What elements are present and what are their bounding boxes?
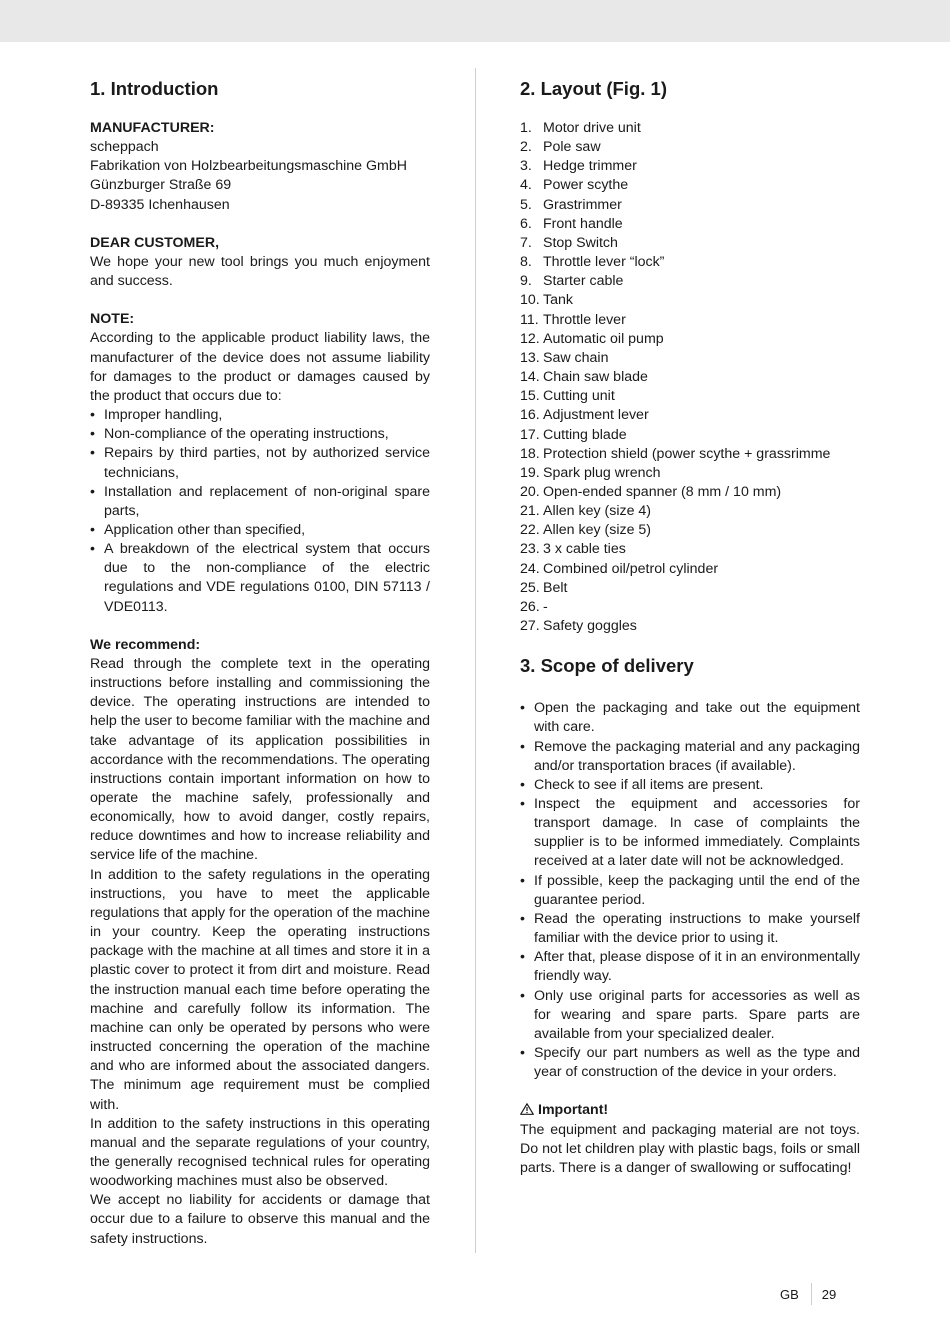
- list-item-number: 27.: [520, 618, 540, 635]
- parts-list: [520, 119, 860, 636]
- dear-customer-label: DEAR CUSTOMER,: [90, 234, 220, 251]
- recommend-paragraph: In addition to the safety regulations in the operating instructions, you have to meet the applicable regulations that apply for the operation of the machine in your country. Keep the operating instructions package with the machine at all times and store it in a plastic cover to protect it from dirt and moisture. Read the instruction manual each time before operating the machine and carefully follow its information. The machine can only be operated by persons who were instructed concerning the operation of the machine and who are informed about the associated dangers. The minimum age requirement must be complied with.: [90, 866, 430, 1113]
- manufacturer-line: Günzburger Straße 69: [90, 177, 232, 194]
- layout-heading: 2. Layout (Fig. 1): [520, 78, 667, 99]
- list-item-label: Saw chain: [543, 349, 609, 366]
- list-item-number: 22.: [520, 522, 540, 539]
- list-item-label: Automatic oil pump: [543, 330, 664, 347]
- list-item-label: Protection shield (power scythe + grassrimme: [543, 445, 831, 462]
- note-block: [90, 310, 430, 617]
- list-item-number: 11.: [520, 311, 539, 328]
- important-heading: [520, 1101, 860, 1120]
- list-item-label: Belt: [543, 579, 568, 596]
- list-item-label: -: [543, 598, 548, 615]
- list-item: • Application other than specified,: [90, 521, 430, 540]
- list-item-label: Cutting unit: [543, 388, 615, 405]
- recommend-paragraph: Read through the complete text in the operating instructions before installing and commissioning the device. The operating instructions are intended to help the user to become familiar with the machine and take advantage of its application possibilities in accordance with the recommendations. The operating instructions contain important information on how to operate the machine safely, professionally and economically, how to avoid danger, costly repairs, reduce downtimes and how to increase reliability and service life of the machine.: [90, 655, 430, 864]
- page-number: 29: [821, 1286, 837, 1302]
- list-item: [520, 253, 860, 272]
- list-item: [520, 502, 860, 521]
- list-item: • A breakdown of the electrical system that occurs due to the non-compliance of the electric regulations and VDE regulations 0100, DIN 57113 / VDE0113.: [90, 540, 430, 617]
- warning-triangle-icon: [520, 1103, 534, 1115]
- list-item-number: 15.: [520, 388, 540, 405]
- list-item: [520, 579, 860, 598]
- list-item: • Only use original parts for accessories as well as for wearing and spare parts. Spare parts are available from your specialized dealer.: [520, 987, 860, 1044]
- list-item: • Read the operating instructions to make yourself familiar with the device prior to using it.: [520, 910, 860, 948]
- right-column: [520, 76, 860, 1178]
- list-item-label: Power scythe: [543, 177, 629, 194]
- list-item-number: 9.: [520, 273, 532, 290]
- list-item-label: Cutting blade: [543, 426, 627, 443]
- recommend-block: [90, 636, 430, 1249]
- list-item: [520, 617, 860, 636]
- list-item-label: 3 x cable ties: [543, 541, 626, 558]
- note-bullet-list: [90, 406, 430, 617]
- list-item: [520, 330, 860, 349]
- manufacturer-label: MANUFACTURER:: [90, 120, 215, 136]
- scope-bullet-list: [520, 699, 860, 1082]
- list-item-number: 21.: [520, 503, 540, 520]
- list-item: [520, 368, 860, 387]
- manufacturer-line: scheppach: [90, 139, 159, 156]
- list-item-label: Allen key (size 5): [543, 522, 652, 539]
- top-bar: [0, 0, 950, 42]
- list-item-number: 12.: [520, 330, 540, 347]
- important-text: The equipment and packaging material are not toys. Do not let children play with plastic bags, foils or small parts. There is a danger of swallowing or suffocating!: [520, 1121, 860, 1176]
- list-item-number: 10.: [520, 292, 540, 309]
- list-item-label: Allen key (size 4): [543, 503, 652, 520]
- list-item-label: Motor drive unit: [543, 120, 641, 136]
- list-item-number: 16.: [520, 407, 540, 424]
- list-item-label: Grastrimmer: [543, 196, 622, 213]
- list-item: [520, 272, 860, 291]
- list-item: • Non-compliance of the operating instructions,: [90, 425, 430, 444]
- list-item-number: 5.: [520, 196, 532, 213]
- important-label: Important!: [538, 1102, 609, 1119]
- list-item: [520, 521, 860, 540]
- list-item: [520, 349, 860, 368]
- list-item-number: 8.: [520, 254, 532, 271]
- list-item-label: Hedge trimmer: [543, 158, 637, 175]
- list-item-number: 13.: [520, 349, 540, 366]
- recommend-label: We recommend:: [90, 636, 201, 653]
- list-item: • Installation and replacement of non-original spare parts,: [90, 483, 430, 521]
- list-item: [520, 119, 860, 138]
- list-item-label: Adjustment lever: [543, 407, 649, 424]
- manufacturer-line: D-89335 Ichenhausen: [90, 196, 230, 213]
- list-item: [520, 291, 860, 310]
- dear-customer-block: [90, 234, 430, 291]
- list-item-label: Tank: [543, 292, 573, 309]
- list-item: [520, 560, 860, 579]
- dear-customer-text: We hope your new tool brings you much enjoyment and success.: [90, 253, 430, 290]
- list-item-label: Stop Switch: [543, 234, 618, 251]
- list-item: [520, 387, 860, 406]
- list-item: • Check to see if all items are present.: [520, 776, 860, 795]
- list-item: [520, 598, 860, 617]
- manufacturer-line: Fabrikation von Holzbearbeitungsmaschine GmbH: [90, 158, 408, 175]
- list-item-number: 3.: [520, 158, 532, 175]
- list-item: [520, 406, 860, 425]
- list-item: • Inspect the equipment and accessories for transport damage. In case of complaints the supplier is to be informed immediately. Complaints received at a later date will not be acknowledged.: [520, 795, 860, 872]
- list-item-number: 25.: [520, 579, 540, 596]
- list-item: [520, 540, 860, 559]
- list-item-number: 26.: [520, 598, 540, 615]
- list-item-label: Throttle lever: [543, 311, 626, 328]
- list-item-number: 4.: [520, 177, 532, 194]
- note-label: NOTE:: [90, 311, 135, 328]
- manufacturer-block: [90, 119, 430, 215]
- list-item: • Remove the packaging material and any packaging and/or transportation braces (if available).: [520, 738, 860, 776]
- list-item: [520, 157, 860, 176]
- list-item-label: Pole saw: [543, 139, 601, 156]
- list-item-label: Chain saw blade: [543, 369, 648, 386]
- list-item-number: 18.: [520, 445, 540, 462]
- list-item: [520, 138, 860, 157]
- list-item-number: 14.: [520, 369, 540, 386]
- list-item: [520, 426, 860, 445]
- list-item-label: Combined oil/petrol cylinder: [543, 560, 719, 577]
- list-item: [520, 311, 860, 330]
- list-item-label: Open-ended spanner (8 mm / 10 mm): [543, 483, 782, 500]
- introduction-heading: 1. Introduction: [90, 78, 219, 99]
- list-item: • If possible, keep the packaging until the end of the guarantee period.: [520, 872, 860, 910]
- list-item-label: Spark plug wrench: [543, 464, 661, 481]
- column-divider: [475, 68, 476, 1253]
- list-item-number: 23.: [520, 541, 540, 558]
- list-item: [520, 215, 860, 234]
- list-item: [520, 234, 860, 253]
- list-item-label: Starter cable: [543, 273, 624, 290]
- recommend-paragraph: We accept no liability for accidents or damage that occur due to a failure to observe this manual and the safety instructions.: [90, 1192, 430, 1247]
- important-block: [520, 1101, 860, 1178]
- note-text: According to the applicable product liability laws, the manufacturer of the device does not assume liability for damages to the product or damages caused by the product that occurs due to:: [90, 330, 430, 404]
- list-item: [520, 445, 860, 464]
- list-item: • After that, please dispose of it in an environmentally friendly way.: [520, 948, 860, 986]
- list-item-number: 6.: [520, 215, 532, 232]
- list-item-number: 7.: [520, 234, 532, 251]
- left-column: [90, 76, 430, 1249]
- list-item: • Open the packaging and take out the equipment with care.: [520, 699, 860, 737]
- list-item-number: 24.: [520, 560, 540, 577]
- list-item-number: 20.: [520, 483, 540, 500]
- list-item: [520, 483, 860, 502]
- list-item: [520, 196, 860, 215]
- list-item-number: 2.: [520, 139, 532, 156]
- list-item-label: Safety goggles: [543, 618, 637, 635]
- list-item-label: Front handle: [543, 215, 623, 232]
- list-item-number: 17.: [520, 426, 540, 443]
- list-item: • Specify our part numbers as well as the type and year of construction of the device in your orders.: [520, 1044, 860, 1082]
- language-code: GB: [780, 1286, 799, 1302]
- list-item-label: Throttle lever “lock”: [543, 254, 665, 271]
- list-item-number: 1.: [520, 120, 532, 136]
- list-item: [520, 464, 860, 483]
- recommend-paragraph: In addition to the safety instructions in this operating manual and the separate regulations of your country, the generally recognised technical rules for operating woodworking machines must also be observed.: [90, 1115, 430, 1190]
- list-item: • Improper handling,: [90, 406, 430, 425]
- scope-heading: 3. Scope of delivery: [520, 655, 694, 677]
- list-item: [520, 176, 860, 195]
- list-item-number: 19.: [520, 464, 540, 481]
- list-item: • Repairs by third parties, not by authorized service technicians,: [90, 444, 430, 482]
- page-footer: [780, 1283, 836, 1305]
